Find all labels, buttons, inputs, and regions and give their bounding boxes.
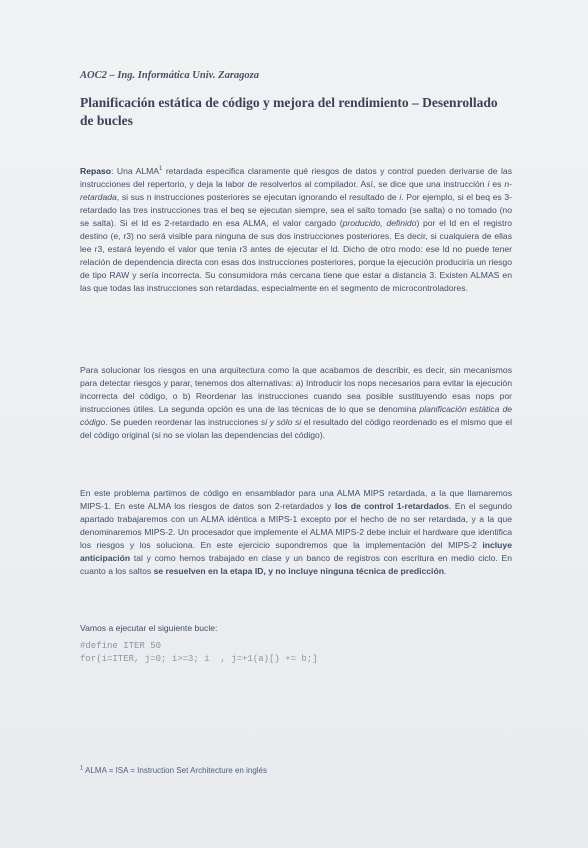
paragraph-soluciones bbox=[80, 364, 512, 443]
footnote-mark: 1 bbox=[80, 765, 84, 772]
footnote bbox=[80, 766, 267, 775]
text-run: . Por ejemplo, si el beq es 3-retardado las tres instrucciones tras el beq se ejecutan siempre, sea el salto tomado (se salta) o no tomado (no se salta). Si el ld es 2-retardado en esa ALMA, el valor cargado ( bbox=[80, 191, 512, 228]
text-run: . bbox=[443, 566, 447, 577]
text-run: el resultado del código reordenado es el mismo que el del código original (si no se violan las dependencias del código). bbox=[80, 416, 513, 441]
bold-run: incluye anticipación bbox=[80, 539, 512, 564]
code-line: for(i=ITER, j=0; i>=3; i , j=+1(a)[) += b;] bbox=[80, 654, 318, 664]
italic-run: i bbox=[399, 191, 402, 202]
paragraph-repaso bbox=[80, 165, 512, 296]
italic-run: n-retardada bbox=[80, 178, 513, 202]
text-run: es bbox=[489, 178, 505, 189]
text-run: En este problema partimos de código en ensamblador para una ALMA MIPS retardada, a la que llamaremos MIPS-1. En este ALMA los riesgos de datos son 2-retardados y bbox=[80, 487, 512, 511]
document-title: Planificación estática de código y mejora del rendimiento – Desenrollado de bucles bbox=[80, 95, 498, 128]
lead-word: Repaso bbox=[80, 165, 112, 176]
code-term: nops bbox=[357, 377, 377, 388]
footnote-ref: 1 bbox=[159, 165, 163, 172]
text-run: . Se pueden reordenar las instrucciones bbox=[105, 416, 261, 427]
code-line: #define ITER 50 bbox=[80, 641, 162, 651]
footnote-text: ALMA = ISA = Instruction Set Architecture en inglés bbox=[83, 766, 268, 775]
code-term: nops bbox=[475, 390, 495, 401]
text-run: necesarios para evitar la ejecución incorrecta del código, o b) Reordenar las instrucciones cuando sea posible sustituyendo esas bbox=[80, 377, 512, 401]
italic-run: planificación estática de código bbox=[80, 403, 512, 427]
text-run: ) por el ld en el registro destino (e, r3) no será visible para ninguna de sus dos instrucciones posteriores. Es decir, si cualquiera de ellas lee r3, estará leyendo el valor que tenía r3 antes de ejecutar el ld. Dicho de otro modo: ese ld no puede tener relación de dependencia directa con esas dos instrucciones posteriores, porque la ejecución produciría un riesgo de tipo RAW y sería incorrecta. Su consumidora más cercana tiene que estar a distancia 3. Existen ALMAS en las que todas las instrucciones son retardadas, especialmente en el segmento de microcontroladores. bbox=[80, 217, 512, 294]
paragraph-bucle-intro: Vamos a ejecutar el siguiente bucle: bbox=[80, 622, 218, 633]
bold-run: los de control 1-retardados bbox=[334, 500, 449, 511]
text-run: : Una ALMA bbox=[111, 165, 160, 176]
text-run: retardada especifica claramente qué riesgos de datos y control pueden derivarse de las instrucciones del repertorio, y deja la labor de resolverlos al compilador. Así, se dice que una instrucción bbox=[80, 165, 512, 189]
italic-run: i bbox=[487, 178, 490, 189]
italic-run: si y sólo si bbox=[260, 416, 302, 427]
text-run: Para solucionar los riesgos en una arquitectura como la que acabamos de describir, es decir, sin mecanismos para detectar riesgos y parar, tenemos dos alternativas: a) Introducir los bbox=[80, 364, 512, 388]
text-run: , si sus n instrucciones posteriores se ejecutan ignorando el resultado de bbox=[116, 191, 400, 202]
document-header: AOC2 – Ing. Informática Univ. Zaragoza bbox=[80, 70, 260, 81]
text-run: . En el segundo apartado trabajaremos con un ALMA idéntica a MIPS-1 excepto por el hecho de no ser retardada, y a la que denominaremos MIPS-2. Un procesador que implemente el ALMA MIPS-2 debe incluir el hardware que identifica los riesgos y los soluciona. En este ejercicio supondremos que la implementación del MIPS-2 bbox=[80, 500, 512, 550]
code-block bbox=[80, 640, 512, 666]
paragraph-problema bbox=[80, 487, 512, 579]
text-run: tal y como hemos trabajado en clase y un banco de registros con escritura en medio ciclo. En cuanto a los saltos bbox=[80, 553, 512, 577]
text-run: por instrucciones útiles. La segunda opción es una de las técnicas de lo que se denomina bbox=[80, 390, 512, 414]
italic-run: producido, definido bbox=[342, 217, 417, 228]
bold-run: se resuelven en la etapa ID, y no incluye ninguna técnica de predicción bbox=[153, 566, 444, 577]
